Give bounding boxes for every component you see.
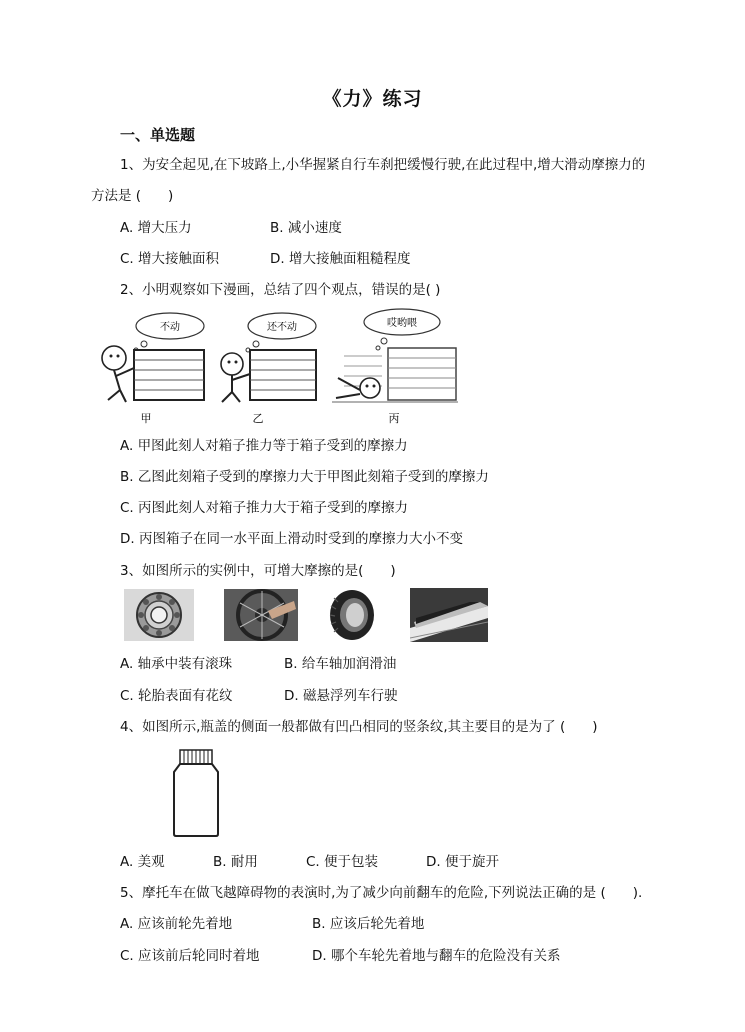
panel-yi: [221, 313, 316, 402]
tire-photo: [326, 588, 378, 642]
q3-option-b: B. 给车轴加润滑油: [284, 656, 397, 672]
page-title: 《力》练习: [322, 88, 423, 110]
q2-option-b: B. 乙图此刻箱子受到的摩擦力大于甲图此刻箱子受到的摩擦力: [120, 469, 489, 485]
bubble-jia: 不动: [160, 322, 180, 333]
q3-option-a: A. 轴承中装有滚珠: [120, 656, 233, 672]
q4-option-a: A. 美观: [120, 854, 165, 870]
q2-cartoon-figure: [92, 306, 462, 426]
section-heading: 一、单选题: [120, 126, 196, 144]
bubble-yi: 还不动: [267, 322, 297, 333]
q2-option-c: C. 丙图此刻人对箱子推力大于箱子受到的摩擦力: [120, 500, 409, 516]
q4-option-c: C. 便于包装: [306, 854, 379, 870]
q3-stem: 3、如图所示的实例中，可增大摩擦的是( ): [120, 563, 396, 579]
q5-stem: 5、摩托车在做飞越障碍物的表演时,为了减少向前翻车的危险,下列说法正确的是 ( ).: [120, 885, 643, 901]
maglev-train-photo: [410, 588, 488, 642]
panel-bing: [332, 309, 458, 402]
q1-option-b: B. 减小速度: [270, 220, 342, 236]
q1-option-a: A. 增大压力: [120, 220, 192, 236]
caption-bing: 丙: [388, 412, 400, 425]
caption-jia: 甲: [140, 412, 152, 425]
q1-option-d: D. 增大接触面粗糙程度: [270, 251, 411, 267]
q3-option-d: D. 磁悬浮列车行驶: [284, 688, 398, 704]
q1-stem-line2: 方法是 ( ): [91, 188, 174, 204]
q4-option-d: D. 便于旋开: [426, 854, 499, 870]
q4-option-b: B. 耐用: [213, 854, 258, 870]
q2-stem: 2、小明观察如下漫画，总结了四个观点，错误的是( ): [120, 282, 441, 298]
bottle-figure: [170, 748, 222, 840]
bike-axle-photo: [224, 589, 298, 641]
q5-option-b: B. 应该后轮先着地: [312, 916, 425, 932]
bearing-photo: [124, 589, 194, 641]
q4-stem: 4、如图所示,瓶盖的侧面一般都做有凹凸相同的竖条纹,其主要目的是为了 ( ): [120, 719, 598, 735]
q3-option-c: C. 轮胎表面有花纹: [120, 688, 233, 704]
panel-jia: [102, 313, 204, 402]
q1-option-c: C. 增大接触面积: [120, 251, 220, 267]
q5-option-a: A. 应该前轮先着地: [120, 916, 233, 932]
q1-stem-line1: 1、为安全起见,在下坡路上,小华握紧自行车刹把缓慢行驶,在此过程中,增大滑动摩擦力的: [120, 157, 646, 173]
caption-yi: 乙: [252, 412, 264, 425]
q2-option-a: A. 甲图此刻人对箱子推力等于箱子受到的摩擦力: [120, 438, 408, 454]
bubble-bing: 哎哟喂: [387, 318, 417, 329]
q5-option-d: D. 哪个车轮先着地与翻车的危险没有关系: [312, 948, 561, 964]
q5-option-c: C. 应该前后轮同时着地: [120, 948, 260, 964]
q2-option-d: D. 丙图箱子在同一水平面上滑动时受到的摩擦力大小不变: [120, 531, 463, 547]
